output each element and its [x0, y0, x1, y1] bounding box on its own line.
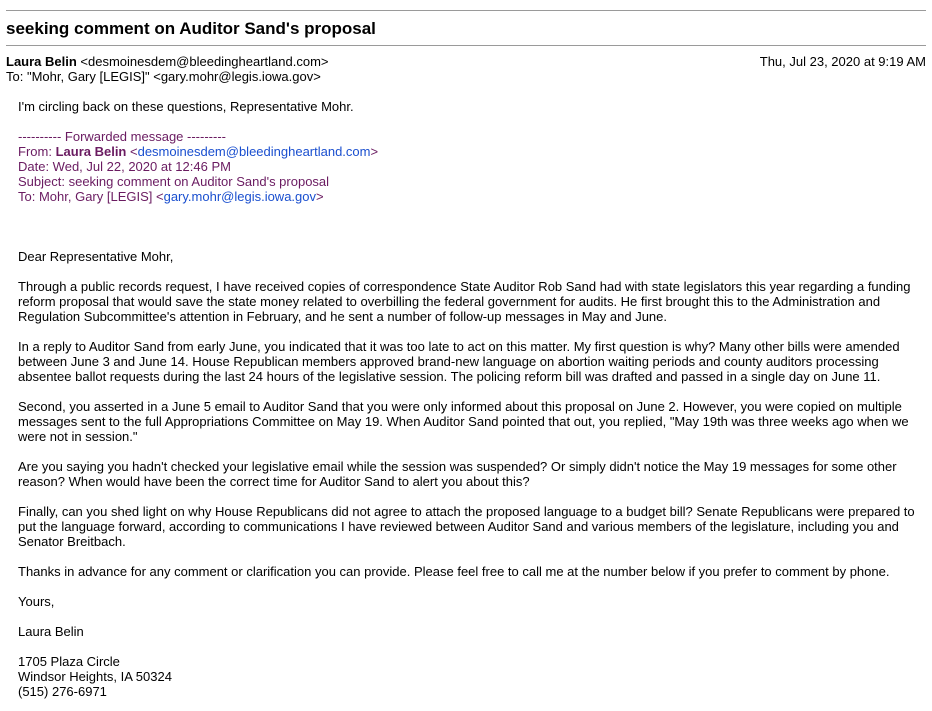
closing: Yours,: [18, 594, 55, 609]
address-line: 1705 Plaza Circle: [18, 654, 120, 669]
forwarded-message-header: [18, 129, 923, 204]
sender-row: [6, 54, 926, 69]
paragraph: Are you saying you hadn't checked your legislative email while the session was suspended? Or simply didn't notice the May 19 messages for some other reason? When would have been the correct time for Auditor Sand to alert you about this?: [18, 459, 897, 489]
address-block: [18, 654, 923, 699]
sender-name[interactable]: Laura Belin: [6, 54, 77, 69]
email-header: [6, 54, 926, 84]
paragraph: Second, you asserted in a June 5 email to Auditor Sand that you were only informed about this proposal on June 2. However, you were copied on multiple messages sent to the full Appropriations Committee on May 19. When Auditor Sand pointed that out, you replied, "May 19th was three weeks ago when we were not in session.": [18, 399, 909, 444]
header-divider: [6, 45, 926, 46]
forward-to-email-link[interactable]: gary.mohr@legis.iowa.gov: [163, 189, 317, 204]
signature: Laura Belin: [18, 624, 84, 639]
forward-from: From: Laura Belin <desmoinesdem@bleedingheartland.com>: [18, 144, 379, 159]
forward-date: Date: Wed, Jul 22, 2020 at 12:46 PM: [18, 159, 231, 174]
phone-number: (515) 276-6971: [18, 684, 107, 699]
forward-subject: Subject: seeking comment on Auditor Sand's proposal: [18, 174, 330, 189]
paragraph: In a reply to Auditor Sand from early June, you indicated that it was too late to act on this matter. My first question is why? Many other bills were amended between June 3 and June 14. House Republican members approved brand-new language on abortion waiting periods and county auditors processing absentee ballot requests during the last 24 hours of the legislative session. The policing reform bill was drafted and passed in a single day on June 11.: [18, 339, 900, 384]
sender-email[interactable]: <desmoinesdem@bleedingheartland.com>: [80, 54, 329, 69]
forward-banner: ---------- Forwarded message ---------: [18, 129, 226, 144]
paragraph: Finally, can you shed light on why House Republicans did not agree to attach the proposed language to a budget bill? Senate Republicans were prepared to put the language forward, according to communications I have reviewed between Auditor Sand and various members of the legislature, including you and Senator Breitbach.: [18, 504, 915, 549]
blank-spacer: [18, 219, 923, 234]
email-subject: seeking comment on Auditor Sand's proposal: [6, 19, 376, 38]
address-line: Windsor Heights, IA 50324: [18, 669, 172, 684]
recipient-row: [6, 69, 926, 84]
top-divider: [6, 10, 926, 11]
to-label: To:: [6, 69, 24, 84]
intro-text: I'm circling back on these questions, Representative Mohr.: [18, 99, 354, 114]
forward-from-name: Laura Belin: [55, 144, 127, 159]
paragraph: Through a public records request, I have received copies of correspondence State Auditor Rob Sand had with state legislators this year regarding a funding reform proposal that would save the state money related to overbilling the federal government for audits. He first brought this to the Administration and Regulation Subcommittee's attention in February, and he sent a number of follow-up messages in May and June.: [18, 279, 911, 324]
greeting: Dear Representative Mohr,: [18, 249, 174, 264]
email-body: [18, 99, 923, 699]
recipient[interactable]: "Mohr, Gary [LEGIS]" <gary.mohr@legis.iowa.gov>: [26, 69, 321, 84]
forward-from-email-link[interactable]: desmoinesdem@bleedingheartland.com: [137, 144, 371, 159]
forward-to: To: Mohr, Gary [LEGIS] <gary.mohr@legis.iowa.gov>: [18, 189, 324, 204]
email-date: Thu, Jul 23, 2020 at 9:19 AM: [759, 54, 926, 69]
paragraph: Thanks in advance for any comment or clarification you can provide. Please feel free to call me at the number below if you prefer to comment by phone.: [18, 564, 890, 579]
